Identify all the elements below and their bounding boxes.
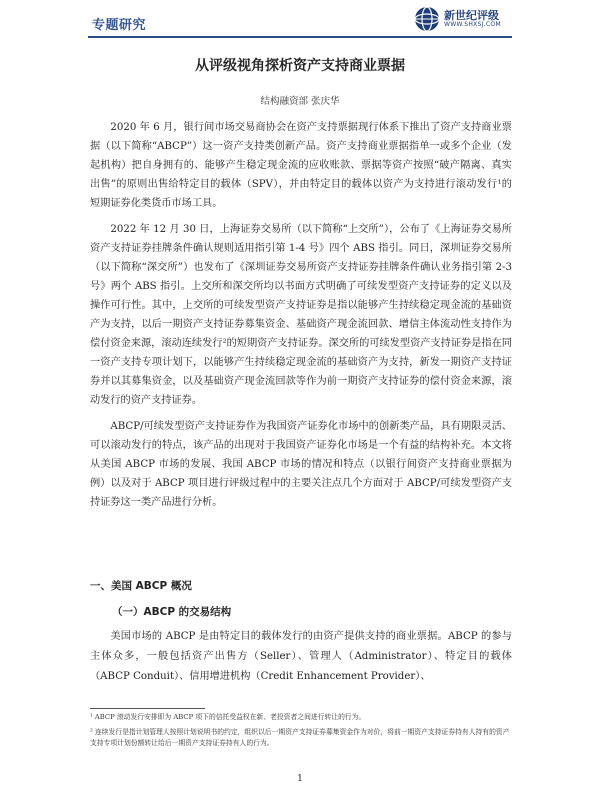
- footnotes: [90, 712, 512, 753]
- paragraph-4: 美国市场的 ABCP 是由特定目的载体发行的由资产提供支持的商业票据。ABCP 的参与主体众多，一般包括资产出售方（Seller）、管理人（Administrator）、特定目的载体（ABCP Conduit）、信用增进机构（Credit Enhancement Provider）、: [90, 631, 512, 682]
- logo-name: 新世纪评级: [444, 9, 499, 22]
- section-label: 专题研究: [92, 18, 147, 33]
- footnote-1: ¹ ABCP 滚动发行安排即为 ABCP 项下的信托受益权在新、老投资者之间进行转让的行为。: [90, 713, 366, 721]
- footnote-2: ² 连续发行是指计划管理人按照计划说明书的约定，组织以后一期资产支持证券募集资金作为对价，将前一期资产支持证券持有人持有的资产支持专项计划份额转让给后一期资产支持证券持有人的行为。: [90, 727, 510, 747]
- page-number: 1: [297, 774, 303, 784]
- logo: [414, 4, 524, 34]
- intro-body: [90, 118, 512, 512]
- section-heading: 一、美国 ABCP 概况: [90, 580, 192, 592]
- page-header: [0, 0, 600, 40]
- footnote-divider: [90, 708, 205, 709]
- globe-logo-icon: [414, 6, 440, 32]
- paragraph-1: 2020 年 6 月，银行间市场交易商协会在资产支持票据现行体系下推出了资产支持商业票据（以下简称“ABCP”）这一资产支持类创新产品。资产支持商业票据指单一或多个企业（发起机构）把自身拥有的、能够产生稳定现金流的应收账款、票据等资产按照“破产隔离、真实出售”的原则出售给特定目的载体（SPV），并由特定目的载体以资产为支持进行滚动发行¹的短期证券化类货币市场工具。: [90, 122, 512, 209]
- header-divider: [88, 36, 512, 38]
- article-title: 从评级视角探析资产支持商业票据: [195, 58, 405, 74]
- paragraph-2: 2022 年 12 月 30 日，上海证券交易所（以下简称“上交所”），公布了《上海证券交易所资产支持证券挂牌条件确认规则适用指引第 1-4 号》四个 ABS 指引。同日，深圳证券交易所（以下简称“深交所”）也发布了《深圳证券交易所资产支持证券挂牌条件确认业务指引第 2-3 号》两个 ABS 指引。上交所和深交所均以书面方式明确了可续发型资产支持证券的定义以及操作可行性。其中，上交所的可续发型资产支持证券是指以能够产生持续稳定现金流的基础资产为支持，以后一期资产支持证券募集资金、基础资产现金流回款、增信主体流动性支持作为偿付资金来源，滚动连续发行²的短期资产支持证券。深交所的可续发型资产支持证券是指在同一资产支持专项计划下，以能够产生持续稳定现金流的基础资产为支持，新发一期资产支持证券并以其募集资金，以及基础资产现金流回款等作为前一期资产支持证券的偿付资金来源，滚动发行的资产支持证券。: [90, 224, 512, 406]
- logo-url: WWW.SHXSJ.COM: [444, 21, 501, 28]
- paragraph-3: ABCP/可续发型资产支持证券作为我国资产证券化市场中的创新类产品，具有期限灵活、可以滚动发行的特点，该产品的出现对于我国资产证券化市场是一个有益的结构补充。本文将从美国 ABCP 市场的发展、我国 ABCP 市场的情况和特点（以银行间资产支持商业票据为例）以及对于 ABCP 项目进行评级过程中的主要关注点几个方面对于 ABCP/可续发型资产支持证券这一类产品进行分析。: [90, 421, 512, 508]
- section-body: [90, 627, 512, 687]
- author-line: 结构融资部 张庆华: [260, 96, 340, 107]
- subsection-heading: （一）ABCP 的交易结构: [112, 606, 232, 618]
